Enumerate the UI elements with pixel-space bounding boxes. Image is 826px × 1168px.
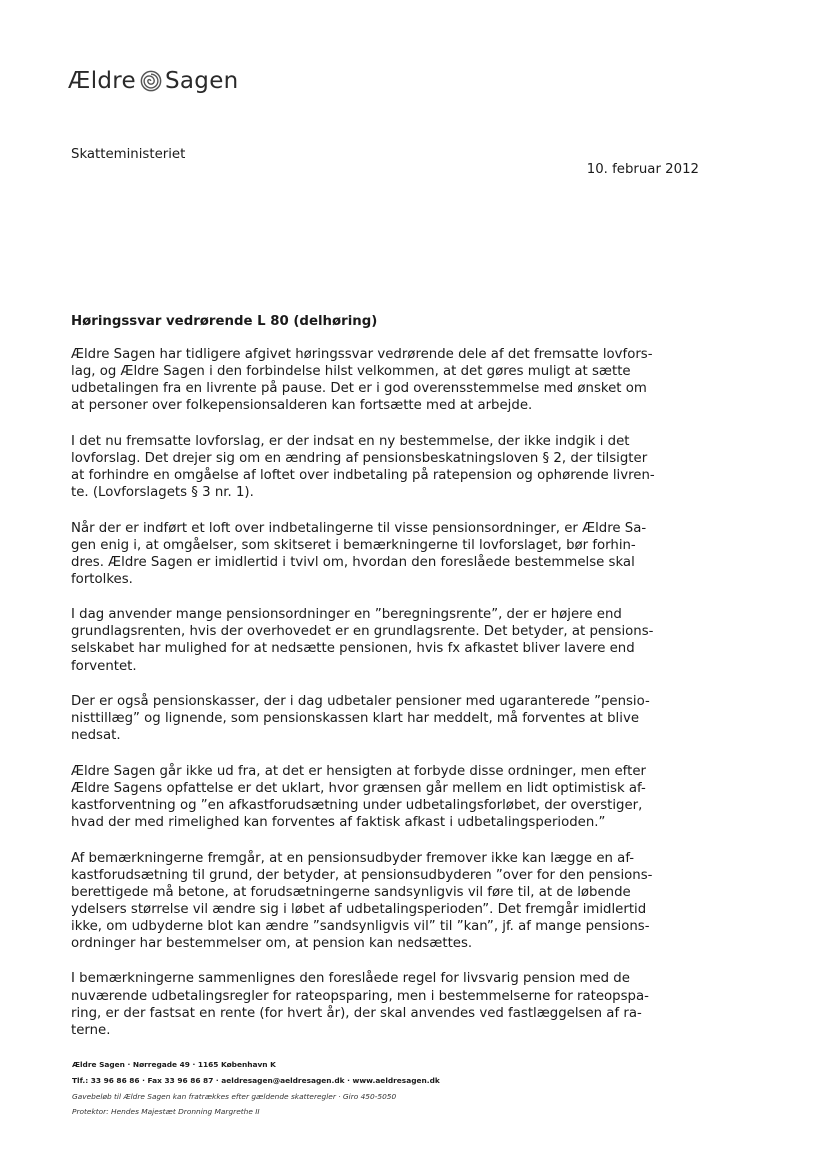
paragraph-line: Ældre Sagens opfattelse er det uklart, hvor grænsen går mellem en lidt optimistisk af- [71,780,646,796]
body-paragraph [71,520,701,588]
paragraph-line: ordninger har bestemmelser om, at pension kan nedsættes. [71,935,473,951]
paragraph-line: Ældre Sagen går ikke ud fra, at det er hensigten at forbyde disse ordninger, men efter [71,763,646,779]
paragraph-line: I dag anvender mange pensionsordninger en ”beregningsrente”, der er højere end [71,607,622,623]
footer-contact: Tlf.: 33 96 86 86 · Fax 33 96 86 87 · aeldresagen@aeldresagen.dk · www.aeldresagen.dk [72,1075,440,1085]
paragraph-line: I bemærkningerne sammenlignes den foreslåede regel for livsvarig pension med de [71,971,630,987]
body-paragraph [71,763,701,831]
paragraph-line: te. (Lovforslagets § 3 nr. 1). [71,485,254,501]
letter-date: 10. februar 2012 [586,162,699,177]
paragraph-line: udbetalingen fra en livrente på pause. Det er i god overensstemmelse med ønsket om [71,381,647,397]
body-paragraph [71,433,701,501]
paragraph-line: kastforventning og ”en afkastforudsætning under udbetalingsforløbet, der overstiger, [71,797,643,813]
paragraph-line: ring, er der fastsat en rente (for hvert år), der skal anvendes ved fastlæggelsen af ra- [71,1005,642,1021]
paragraph-line: Der er også pensionskasser, der i dag udbetaler pensioner med ugaranterede ”pensio- [71,694,650,710]
body-paragraph [71,346,701,414]
footer-address: Ældre Sagen · Nørregade 49 · 1165 København K [72,1060,276,1069]
paragraph-line: berettigede må betone, at forudsætningerne sandsynligvis vil føre til, at de løbende [71,884,631,900]
paragraph-line: ikke, om udbyderne blot kan ændre ”sandsynligvis vil” til ”kan”, jf. af mange pensions- [71,918,650,934]
paragraph-line: lag, og Ældre Sagen i den forbindelse hilst velkommen, at det gøres muligt at sætte [71,364,631,380]
logo-text-right: Sagen [165,68,239,94]
paragraph-line: Ældre Sagen har tidligere afgivet høringssvar vedrørende dele af det fremsatte lovfors- [71,347,653,362]
paragraph-line: nuværende udbetalingsregler for rateopsparing, men i bestemmelserne for rateopspa- [71,988,649,1004]
paragraph-line: nedsat. [71,728,121,744]
logo-text-left: Ældre [68,68,136,94]
recipient: Skatteministeriet [71,147,186,162]
paragraph-line: I det nu fremsatte lovforslag, er der indsat en ny bestemmelse, der ikke indgik i det [71,433,630,449]
paragraph-line: ydelsers størrelse vil ændre sig i løbet af udbetalingsperioden”. Det fremgår imidlertid [71,901,647,917]
paragraph-line: terne. [71,1022,111,1038]
paragraph-line: fortolkes. [71,571,133,587]
body-paragraph [71,850,701,953]
paragraph-line: at personer over folkepensionsalderen kan fortsætte med at arbejde. [71,398,533,414]
paragraph-line: hvad der med rimelighed kan forventes af faktisk afkast i udbetalingsperioden.” [71,815,606,831]
paragraph-line: Når der er indført et loft over indbetalingerne til visse pensionsordninger, er Ældre Sa- [71,520,647,536]
paragraph-line: kastforudsætning til grund, der betyder, at pensionsudbyderen ”over for den pensions- [71,867,653,883]
paragraph-line: selskabet har mulighed for at nedsætte pensionen, hvis fx afkastet bliver lavere end [71,641,635,657]
footer-donation: Gavebeløb til Ældre Sagen kan fratrækkes efter gældende skatteregler · Giro 450-5050 [72,1091,397,1101]
body-paragraph [71,693,701,744]
swirl-logo-icon [140,70,162,92]
paragraph-line: gen enig i, at omgåelser, som skitseret i bemærkningerne til lovforslaget, bør forhin- [71,537,636,553]
paragraph-line: grundlagsrenten, hvis der overhovedet er en grundlagsrente. Det betyder, at pensions- [71,624,654,640]
aeldre-sagen-logo [68,64,239,98]
paragraph-line: at forhindre en omgåelse af loftet over indbetaling på ratepension og ophørende livren- [71,467,655,483]
letter-footer [72,1060,440,1123]
paragraph-line: Af bemærkningerne fremgår, at en pensionsudbyder fremover ikke kan lægge en af- [71,850,635,866]
paragraph-line: dres. Ældre Sagen er imidlertid i tvivl om, hvordan den foreslåede bestemmelse skal [71,554,635,570]
paragraph-line: lovforslag. Det drejer sig om en ændring af pensionsbeskatningsloven § 2, der tilsigter [71,450,648,466]
paragraph-line: nisttillæg” og lignende, som pensionskassen klart har meddelt, må forventes at blive [71,711,640,727]
body-paragraph [71,606,701,674]
letter-subject: Høringssvar vedrørende L 80 (delhøring) [71,314,378,329]
body-paragraph [71,970,701,1038]
paragraph-line: forventet. [71,658,137,674]
letter-body [71,346,701,1057]
footer-patron: Protektor: Hendes Majestæt Dronning Margrethe II [72,1107,260,1117]
